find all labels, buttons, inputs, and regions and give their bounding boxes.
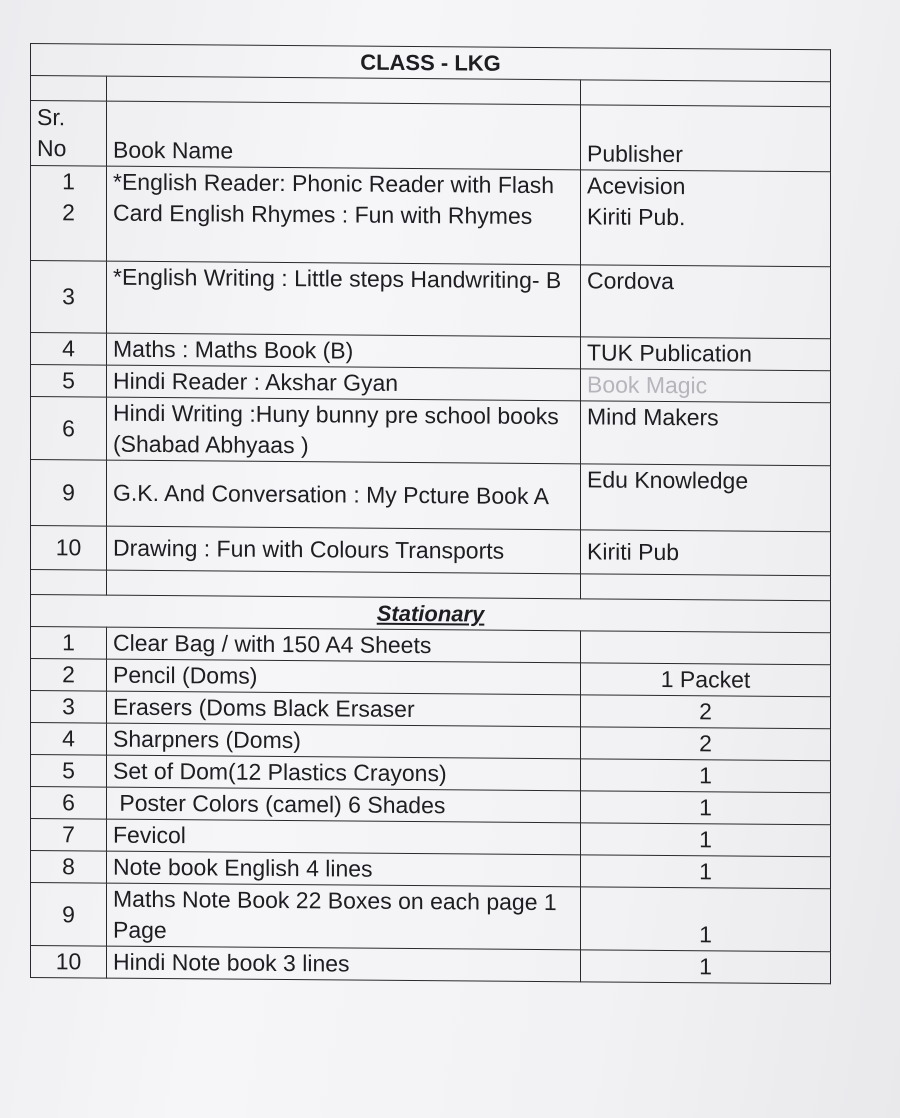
stationary-sr-no: 1 (31, 627, 107, 660)
stationary-sr-no: 2 (31, 659, 107, 692)
stationary-item: Hindi Note book 3 lines (107, 946, 581, 982)
book-row (31, 397, 831, 466)
book-row (31, 460, 831, 532)
stationary-qty: 1 Packet (581, 663, 831, 697)
book-publisher: Acevision Kiriti Pub. (581, 170, 831, 267)
book-list-sheet (30, 43, 830, 984)
stationary-sr-no: 6 (31, 787, 107, 820)
stationary-sr-no: 4 (31, 723, 107, 756)
book-publisher: Book Magic (581, 369, 831, 403)
stationary-qty: 2 (581, 695, 831, 729)
stationary-qty: 1 (581, 823, 831, 857)
stationary-qty: 1 (581, 791, 831, 825)
stationary-item: Sharpners (Doms) (107, 723, 581, 759)
stationary-item: Fevicol (107, 819, 581, 855)
book-name: Hindi Reader : Akshar Gyan (107, 365, 581, 401)
class-title: CLASS - LKG (31, 44, 831, 82)
book-sr-no: 3 (31, 261, 107, 334)
stationary-sr-no: 8 (31, 851, 107, 884)
book-row (31, 166, 831, 267)
stationary-item: Note book English 4 lines (107, 851, 581, 887)
book-sr-no: 9 (31, 460, 107, 527)
book-sr-no: 6 (31, 397, 107, 461)
stationary-item: Set of Dom(12 Plastics Crayons) (107, 755, 581, 791)
stationary-sr-no: 10 (31, 946, 107, 979)
stationary-qty: 1 (581, 759, 831, 793)
stationary-qty: 1 (581, 855, 831, 889)
stationary-item: Erasers (Doms Black Ersaser (107, 691, 581, 727)
stationary-sr-no: 3 (31, 691, 107, 724)
stationary-item: Clear Bag / with 150 A4 Sheets (107, 627, 581, 663)
book-name: Maths : Maths Book (B) (107, 333, 581, 369)
book-name: G.K. And Conversation : My Pcture Book A (107, 460, 581, 530)
book-sr-no: 10 (31, 526, 107, 571)
stationary-sr-no: 5 (31, 755, 107, 788)
publisher-header: Publisher (581, 105, 831, 172)
book-name: *English Reader: Phonic Reader with Flash Card English Rhymes : Fun with Rhymes (107, 166, 581, 265)
stationary-item: Poster Colors (camel) 6 Shades (107, 787, 581, 823)
stationary-qty: 1 (581, 887, 831, 952)
stationary-qty: 2 (581, 727, 831, 761)
book-publisher: Edu Knowledge (581, 464, 831, 532)
book-name: Drawing : Fun with Colours Transports (107, 526, 581, 574)
stationary-item: Pencil (Doms) (107, 659, 581, 695)
book-name-header: Book Name (107, 101, 581, 170)
book-publisher: TUK Publication (581, 337, 831, 371)
book-sr-no: 1 2 (31, 166, 107, 262)
stationary-qty (581, 631, 831, 665)
stationary-sr-no: 7 (31, 819, 107, 852)
book-row (31, 526, 831, 576)
book-name: *English Writing : Little steps Handwriting- B (107, 261, 581, 337)
book-sr-no: 5 (31, 365, 107, 398)
book-sr-no: 4 (31, 333, 107, 366)
book-publisher: Cordova (581, 265, 831, 339)
stationary-row (31, 946, 831, 984)
stationary-sr-no: 9 (31, 883, 107, 947)
book-name: Hindi Writing :Huny bunny pre school books (Shabad Abhyaas ) (107, 397, 581, 464)
book-publisher: Kiriti Pub (581, 530, 831, 576)
book-publisher: Mind Makers (581, 401, 831, 466)
book-list-table (30, 43, 831, 984)
stationary-item: Maths Note Book 22 Boxes on each page 1 Page (107, 883, 581, 950)
stationary-title: Stationary (31, 595, 831, 633)
sr-no-header: Sr. No (31, 101, 107, 167)
stationary-qty: 1 (581, 950, 831, 984)
book-row (31, 261, 831, 339)
header-row (31, 101, 831, 172)
stationary-row (31, 883, 831, 952)
